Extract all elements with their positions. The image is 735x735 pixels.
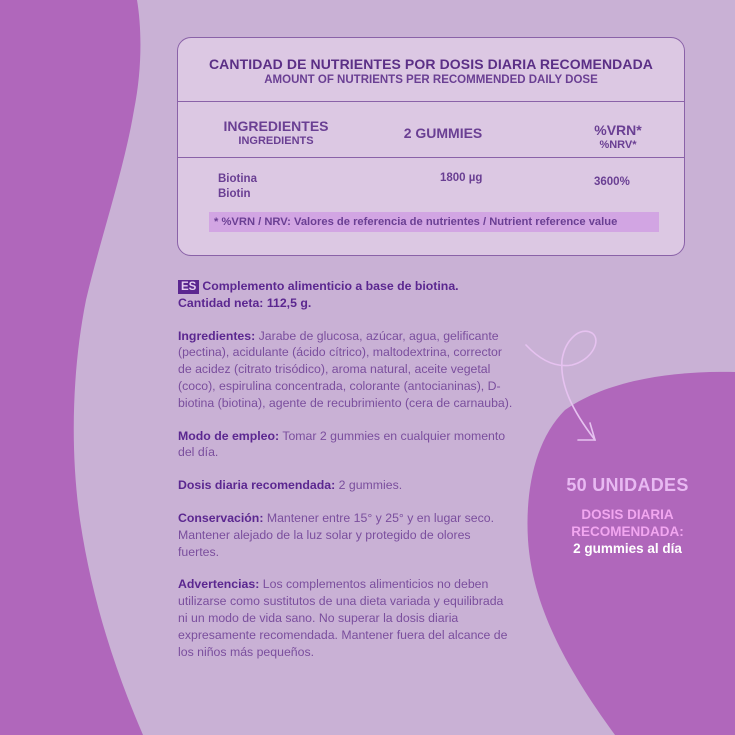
section-title: Modo de empleo:: [178, 428, 280, 443]
section-body: 2 gummies.: [338, 478, 403, 493]
dose-amount: 2 gummies al día: [573, 541, 682, 556]
section-body: Mantener entre 15° y 25° y en lugar seco. Mantener alejado de la luz solar y protegido de olores fuertes.: [178, 510, 495, 559]
column-sublabel: INGREDIENTS: [238, 135, 314, 147]
table-title-en: AMOUNT OF NUTRIENTS PER RECOMMENDED DAILY DOSE: [264, 74, 598, 86]
nutrient-table: [177, 37, 685, 256]
table-header: [178, 38, 684, 102]
column-label: %VRN*: [594, 122, 642, 138]
section-daily-dose: [178, 477, 513, 494]
net-quantity: Cantidad neta: 112,5 g.: [178, 295, 312, 310]
section-title: Conservación:: [178, 510, 264, 525]
dose-label-line-1: DOSIS DIARIA: [581, 507, 674, 522]
column-dose: [378, 125, 508, 141]
product-desc-text: Complemento alimenticio a base de biotina.: [202, 279, 459, 293]
column-label: INGREDIENTES: [223, 118, 329, 134]
table-footnote: * %VRN / NRV: Valores de referencia de nutrientes / Nutrient reference value: [209, 212, 659, 232]
table-title-es: CANTIDAD DE NUTRIENTES POR DOSIS DIARIA RECOMENDADA: [208, 56, 654, 72]
section-title: Dosis diaria recomendada:: [178, 478, 336, 493]
section-ingredients: [178, 328, 513, 412]
promo-callout: [540, 475, 715, 557]
product-description: [178, 278, 513, 312]
column-nrv: [558, 122, 678, 151]
section-body: Jarabe de glucosa, azúcar, agua, gelificante (pectina), acidulante (ácido cítrico), maltodextrina, corrector de acidez (citrato trisódico), aroma natural, aceite vegetal (coco), espirulina concentrada, colorante (antocianinas), D-biotina (biotina), agente de recubrimiento (cera de carnauba).: [178, 328, 513, 410]
ingredient-en: Biotin: [218, 188, 251, 200]
column-label: 2 GUMMIES: [403, 125, 483, 141]
section-usage: [178, 428, 513, 462]
left-wave-shape: [0, 0, 143, 735]
dose-label: [540, 506, 715, 540]
section-body: Los complementos alimenticios no deben utilizarse como sustitutos de una dieta variada y equilibrada ni un modo de vida sano. No superar la dosis diaria expresamente recomendada. Mantener fuera del alcance de los niños más pequeños.: [178, 577, 508, 659]
section-storage: [178, 510, 513, 560]
units-count: 50 UNIDADES: [566, 475, 689, 495]
table-row: [178, 158, 684, 216]
ingredient-cell: [218, 172, 257, 202]
dose-label-line-2: RECOMENDADA:: [571, 524, 684, 539]
section-title: Advertencias:: [178, 577, 260, 592]
nrv-cell: 3600%: [594, 176, 630, 188]
table-column-headers: [178, 102, 684, 158]
column-sublabel: %NRV*: [599, 139, 637, 151]
column-ingredients: [206, 118, 346, 147]
label-text: [178, 278, 513, 676]
language-badge: ES: [178, 280, 199, 294]
ingredient-es: Biotina: [218, 173, 257, 185]
section-body: Tomar 2 gummies en cualquier momento del día.: [178, 428, 506, 460]
section-title: Ingredientes:: [178, 328, 256, 343]
amount-cell: 1800 µg: [440, 172, 483, 184]
section-warnings: [178, 576, 513, 660]
